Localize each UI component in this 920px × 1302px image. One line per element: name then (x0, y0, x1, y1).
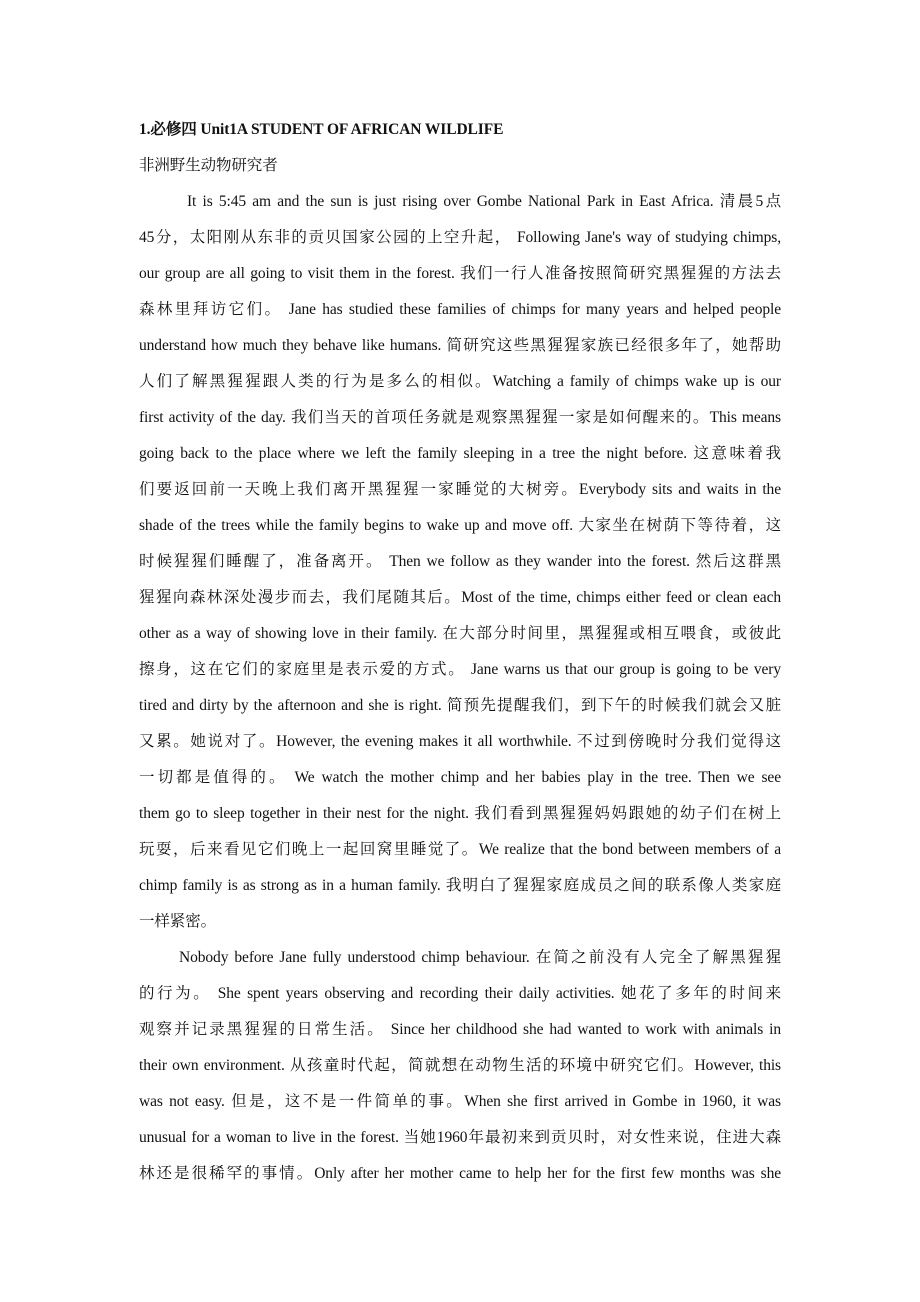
paragraph-line: our group are all going to visit them in the forest. 我们一行人准备按照简研究黑猩猩的方法去 (139, 265, 781, 282)
paragraph-2 (139, 946, 781, 1198)
paragraph-line: tired and dirty by the afternoon and she is right. 简预先提醒我们，到下午的时候我们就会又脏 (139, 697, 781, 714)
paragraph-line: was not easy. 但是，这不是一件简单的事。When she first arrived in Gombe in 1960, it was (139, 1093, 781, 1110)
paragraph-line: 人们了解黑猩猩跟人类的行为是多么的相似。Watching a family of chimps wake up is our (139, 373, 781, 390)
paragraph-line: 猩猩向森林深处漫步而去，我们尾随其后。Most of the time, chimps either feed or clean each (139, 589, 781, 606)
paragraph-line: 观察并记录黑猩猩的日常生活。 Since her childhood she had wanted to work with animals in (139, 1021, 781, 1038)
paragraph-line: 们要返回前一天晚上我们离开黑猩猩一家睡觉的大树旁。Everybody sits and waits in the (139, 481, 781, 498)
paragraph-line: going back to the place where we left the family sleeping in a tree the night before. 这意味着我 (139, 445, 781, 462)
paragraph-line: 一切都是值得的。 We watch the mother chimp and her babies play in the tree. Then we see (139, 769, 781, 786)
paragraph-line: 45分，太阳刚从东非的贡贝国家公园的上空升起， Following Jane's way of studying chimps, (139, 229, 781, 246)
paragraph-line: 一样紧密。 (139, 913, 217, 930)
paragraph-line: 森林里拜访它们。 Jane has studied these families of chimps for many years and helped people (139, 301, 781, 318)
paragraph-line: 玩耍，后来看见它们晚上一起回窝里睡觉了。We realize that the bond between members of a (139, 841, 781, 858)
paragraph-line: 擦身，这在它们的家庭里是表示爱的方式。 Jane warns us that our group is going to be very (139, 661, 781, 678)
paragraph-line: 又累。她说对了。However, the evening makes it all worthwhile. 不过到傍晚时分我们觉得这 (139, 733, 781, 750)
paragraph-line: other as a way of showing love in their family. 在大部分时间里，黑猩猩或相互喂食，或彼此 (139, 625, 781, 642)
document-heading: 1.必修四 Unit1A STUDENT OF AFRICAN WILDLIFE (139, 121, 504, 138)
paragraph-line: shade of the trees while the family begins to wake up and move off. 大家坐在树荫下等待着，这 (139, 517, 781, 534)
paragraph-1 (139, 190, 781, 946)
paragraph-line: their own environment. 从孩童时代起，简就想在动物生活的环境中研究它们。However, this (139, 1057, 781, 1074)
paragraph-line: them go to sleep together in their nest for the night. 我们看到黑猩猩妈妈跟她的幼子们在树上 (139, 805, 781, 822)
paragraph-line: 时候猩猩们睡醒了，准备离开。 Then we follow as they wander into the forest. 然后这群黑 (139, 553, 781, 570)
document-subheading: 非洲野生动物研究者 (139, 157, 278, 174)
paragraph-line: Nobody before Jane fully understood chimp behaviour. 在简之前没有人完全了解黑猩猩 (179, 949, 781, 966)
paragraph-line: chimp family is as strong as in a human family. 我明白了猩猩家庭成员之间的联系像人类家庭 (139, 877, 781, 894)
paragraph-line: first activity of the day. 我们当天的首项任务就是观察黑猩猩一家是如何醒来的。This means (139, 409, 781, 426)
paragraph-line: It is 5:45 am and the sun is just rising over Gombe National Park in East Africa. 清晨5点 (187, 193, 781, 210)
paragraph-line: 的行为。 She spent years observing and recording their daily activities. 她花了多年的时间来 (139, 985, 781, 1002)
document-page (139, 118, 781, 1198)
paragraph-line: 林还是很稀罕的事情。Only after her mother came to help her for the first few months was she (139, 1165, 781, 1182)
paragraph-line: understand how much they behave like humans. 简研究这些黑猩猩家族已经很多年了，她帮助 (139, 337, 781, 354)
paragraph-line: unusual for a woman to live in the forest. 当她1960年最初来到贡贝时，对女性来说，住进大森 (139, 1129, 781, 1146)
